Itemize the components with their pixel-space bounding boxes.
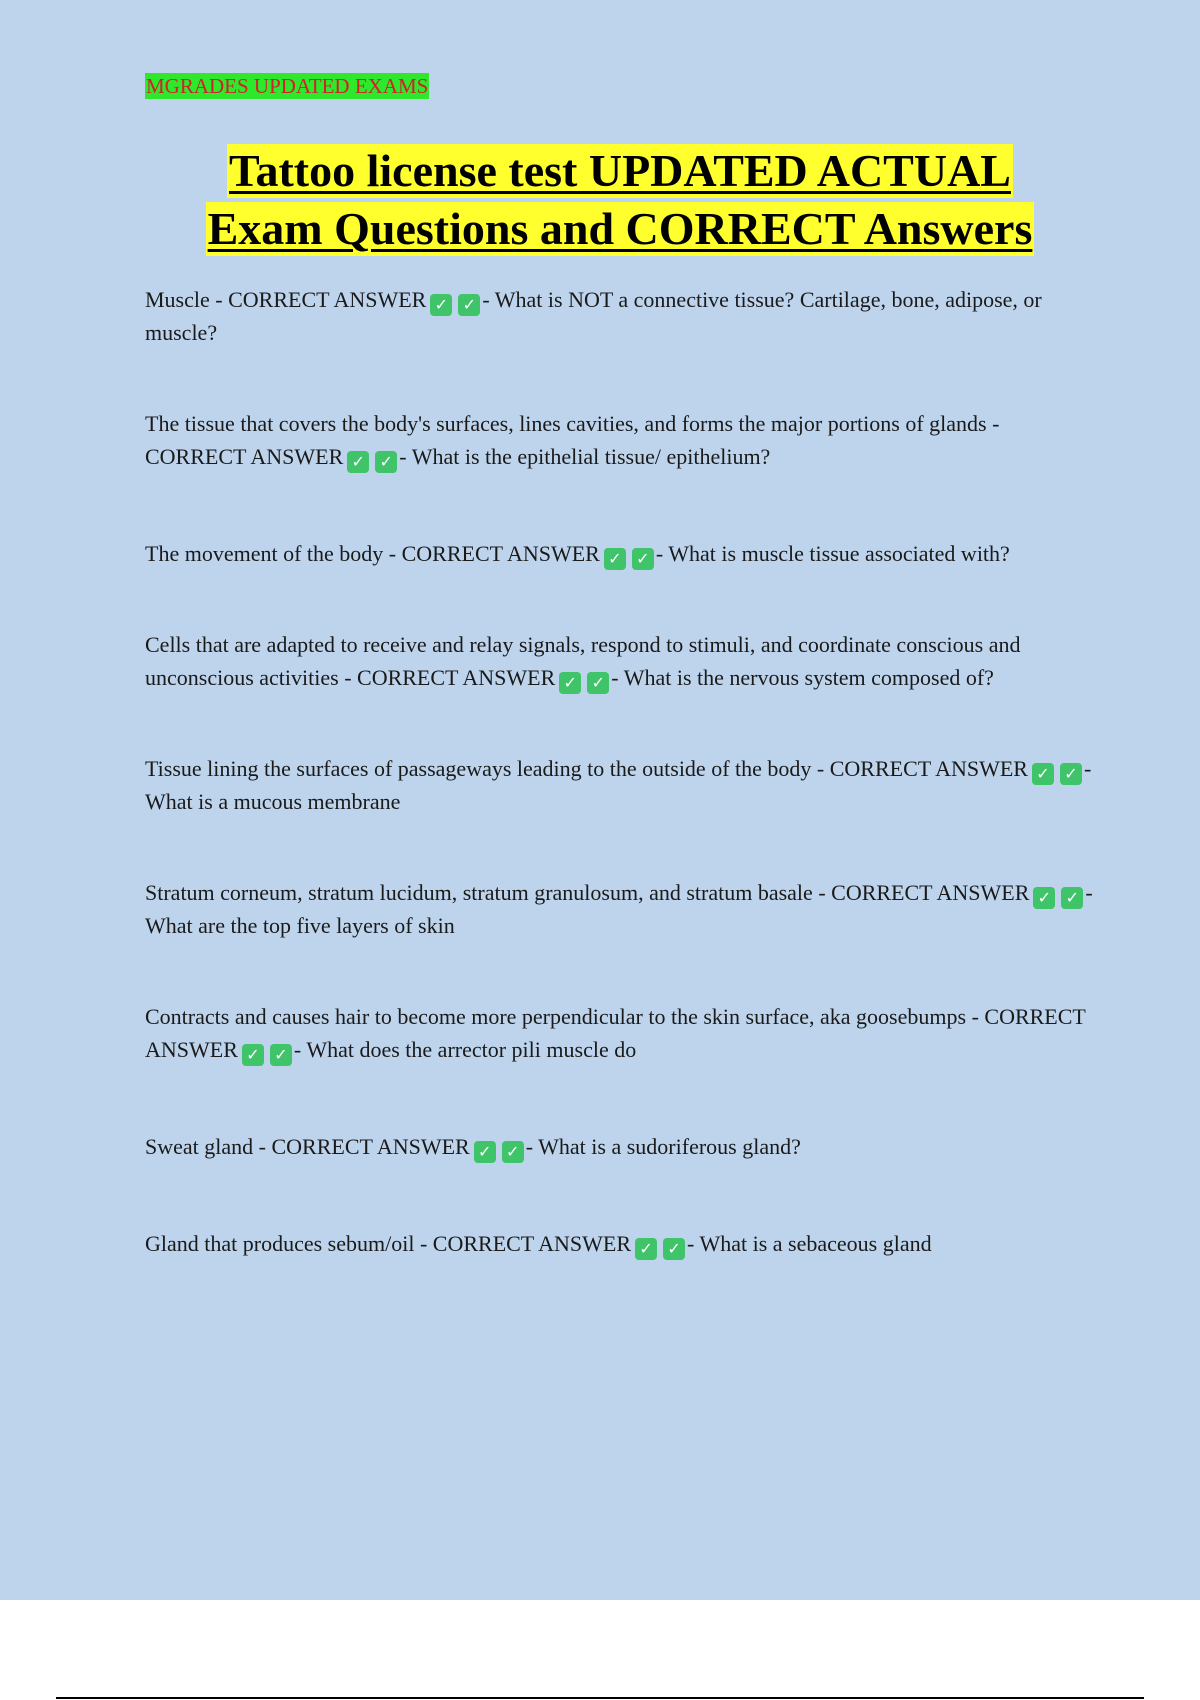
page-title (0, 142, 1200, 258)
correct-answer-marker: - CORRECT ANSWER (818, 880, 1030, 905)
check-box-icon: ✓ (1032, 763, 1054, 785)
check-box-icon: ✓ (604, 548, 626, 570)
qa-item: Tissue lining the surfaces of passageways leading to the outside of the body - CORRECT ANSWER ✓ ✓ - What is a mucous membrane (145, 756, 1092, 814)
check-box-icon: ✓ (347, 451, 369, 473)
qa-item: Stratum corneum, stratum lucidum, stratum granulosum, and stratum basale - CORRECT ANSWER ✓ ✓ - What are the top five layers of skin (145, 880, 1093, 938)
qa-answer: Stratum corneum, stratum lucidum, stratum granulosum, and stratum basale (145, 880, 813, 905)
qa-question: What is the nervous system composed of? (623, 665, 994, 690)
qa-answer: Tissue lining the surfaces of passageways leading to the outside of the body (145, 756, 812, 781)
qa-question: What does the arrector pili muscle do (306, 1037, 637, 1062)
qa-item: Cells that are adapted to receive and relay signals, respond to stimuli, and coordinate conscious and unconscious activities - CORRECT ANSWER ✓ ✓ - What is the nervous system composed of? (145, 632, 1021, 692)
qa-answer: The movement of the body (145, 541, 384, 566)
correct-answer-marker: - CORRECT ANSWER (419, 1231, 632, 1256)
check-box-icon: ✓ (474, 1141, 496, 1163)
qa-answer: Muscle (145, 287, 210, 312)
correct-answer-marker: - CORRECT ANSWER (344, 665, 556, 690)
check-box-icon: ✓ (375, 451, 397, 473)
correct-answer-marker: - CORRECT ANSWER (145, 1004, 1086, 1062)
qa-question: What is NOT a connective tissue? Cartilage, bone, adipose, or muscle? (145, 287, 1042, 345)
qa-item: The tissue that covers the body's surfaces, lines cavities, and forms the major portions of glands - CORRECT ANSWER ✓ ✓ - What is the epithelial tissue/ epithelium? (145, 411, 1000, 471)
check-box-icon: ✓ (458, 294, 480, 316)
check-box-icon: ✓ (1060, 763, 1082, 785)
correct-answer-marker: - CORRECT ANSWER (215, 287, 427, 312)
correct-answer-marker: - CORRECT ANSWER (258, 1134, 470, 1159)
check-box-icon: ✓ (270, 1044, 292, 1066)
qa-question: What are the top five layers of skin (145, 913, 455, 938)
qa-item: Muscle - CORRECT ANSWER ✓ ✓ - What is NOT a connective tissue? Cartilage, bone, adipose, or muscle? (145, 287, 1042, 345)
check-box-icon: ✓ (1033, 887, 1055, 909)
qa-answer: Sweat gland (145, 1134, 254, 1159)
check-box-icon: ✓ (587, 672, 609, 694)
qa-question: What is the epithelial tissue/ epithelium? (411, 444, 771, 469)
check-box-icon: ✓ (502, 1141, 524, 1163)
check-box-icon: ✓ (663, 1238, 685, 1260)
qa-answer: Contracts and causes hair to become more perpendicular to the skin surface, aka goosebumps (145, 1004, 967, 1029)
title-line-2: Exam Questions and CORRECT Answers (207, 203, 1033, 254)
qa-answer: Gland that produces sebum/oil (145, 1231, 415, 1256)
check-box-icon: ✓ (632, 548, 654, 570)
check-box-icon: ✓ (430, 294, 452, 316)
qa-item: Sweat gland - CORRECT ANSWER ✓ ✓ - What is a sudoriferous gland? (145, 1134, 801, 1161)
qa-question: What is a sebaceous gland (699, 1231, 932, 1256)
qa-question: What is a sudoriferous gland? (538, 1134, 801, 1159)
check-box-icon: ✓ (559, 672, 581, 694)
check-box-icon: ✓ (242, 1044, 264, 1066)
qa-list (145, 283, 1100, 1260)
title-line-1: Tattoo license test UPDATED ACTUAL (229, 145, 1011, 196)
footer-divider (56, 1697, 1144, 1699)
qa-answer: The tissue that covers the body's surfaces, lines cavities, and forms the major portions of glands (145, 411, 987, 436)
qa-question: What is a mucous membrane (145, 789, 401, 814)
qa-answer: Cells that are adapted to receive and relay signals, respond to stimuli, and coordinate conscious and unconscious activities (145, 632, 1021, 690)
qa-item: Gland that produces sebum/oil - CORRECT ANSWER ✓ ✓ - What is a sebaceous gland (145, 1231, 932, 1258)
qa-item: The movement of the body - CORRECT ANSWER ✓ ✓ - What is muscle tissue associated with? (145, 541, 1010, 568)
check-box-icon: ✓ (635, 1238, 657, 1260)
check-box-icon: ✓ (1061, 887, 1083, 909)
correct-answer-marker: - CORRECT ANSWER (145, 411, 1000, 469)
brand-label: MGRADES UPDATED EXAMS (146, 74, 429, 98)
qa-question: What is muscle tissue associated with? (668, 541, 1010, 566)
correct-answer-marker: - CORRECT ANSWER (816, 756, 1028, 781)
correct-answer-marker: - CORRECT ANSWER (388, 541, 600, 566)
qa-item: Contracts and causes hair to become more perpendicular to the skin surface, aka goosebumps - CORRECT ANSWER ✓ ✓ - What does the arrector pili muscle do (145, 1004, 1086, 1064)
